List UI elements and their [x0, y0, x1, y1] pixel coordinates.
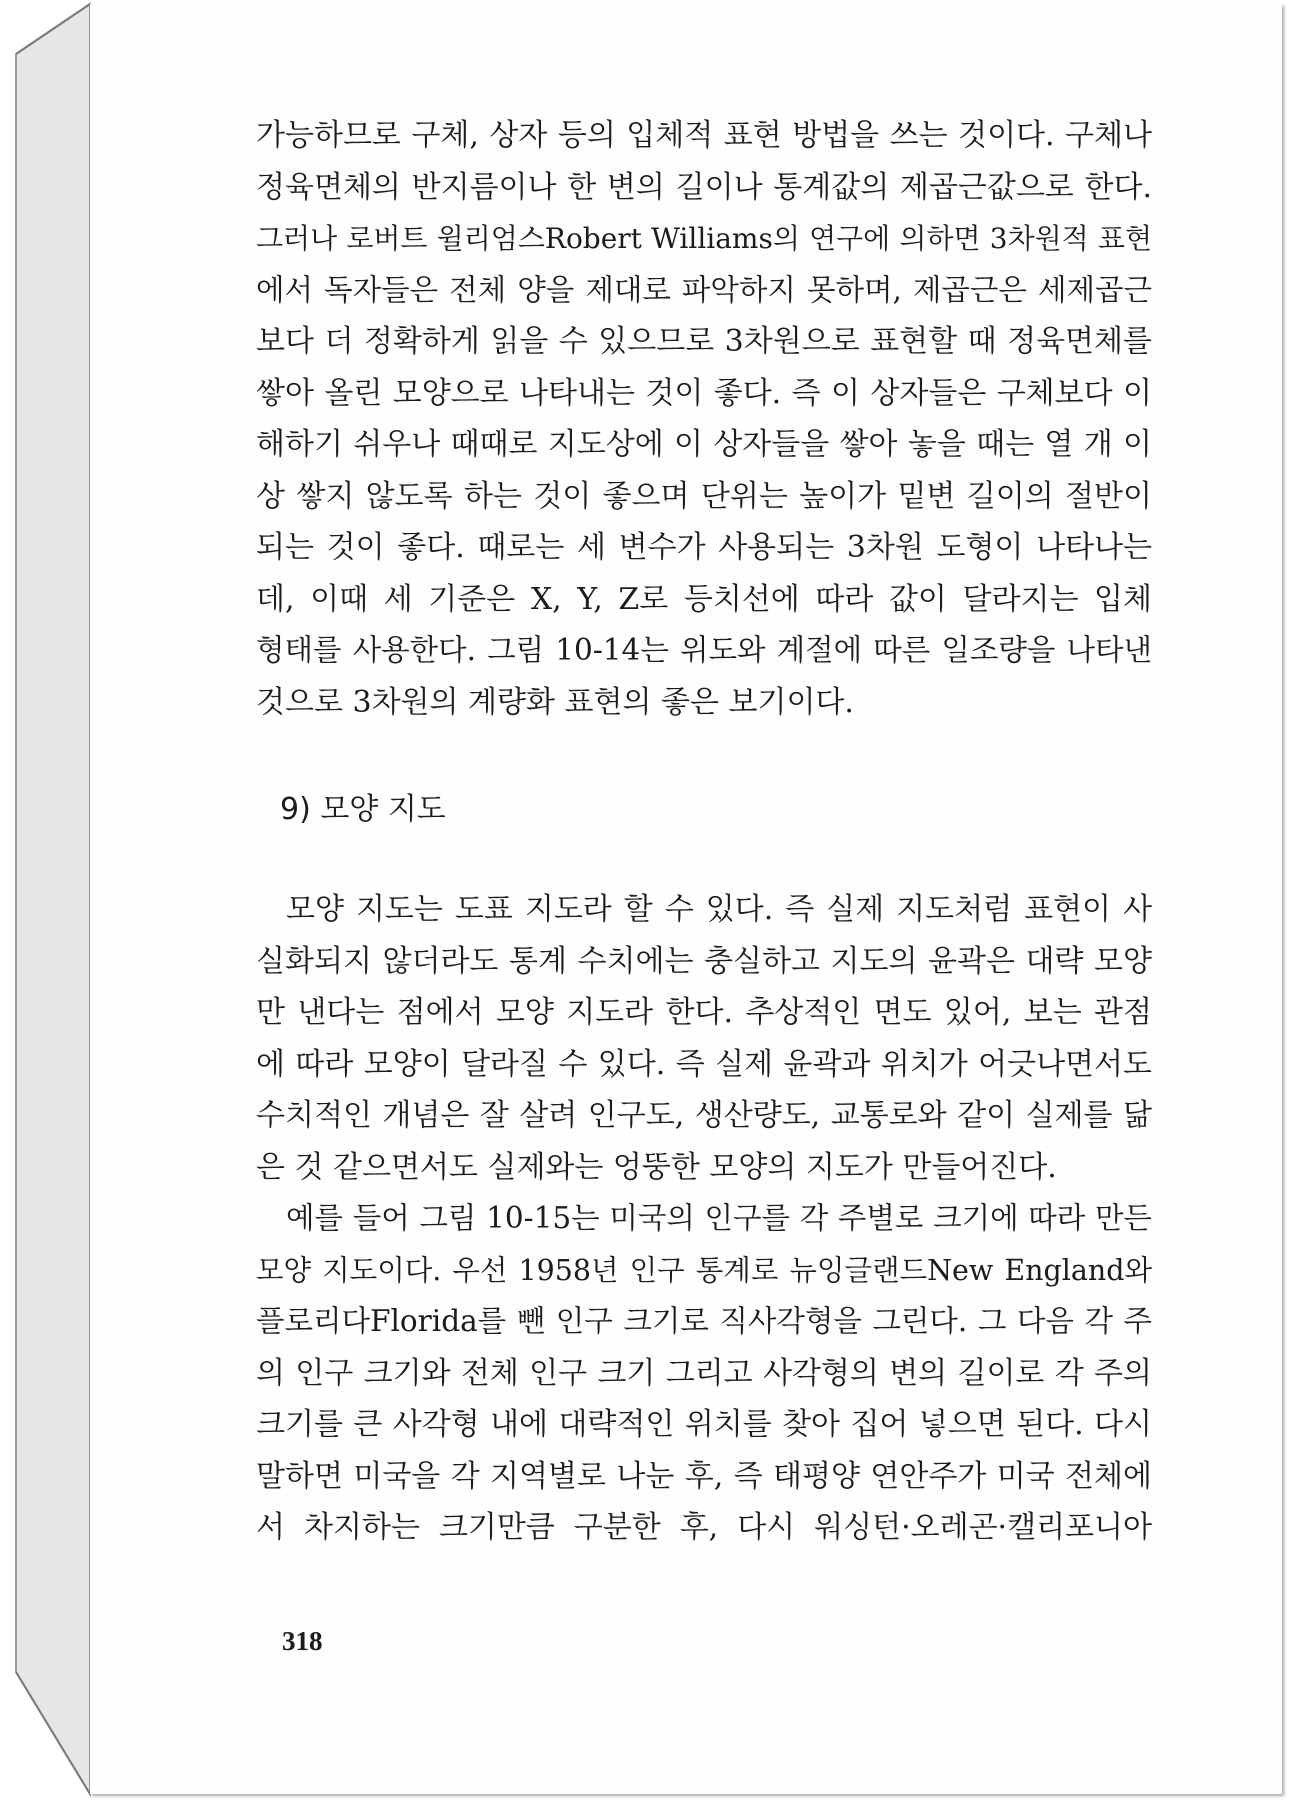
text-line: 가능하므로 구체, 상자 등의 입체적 표현 방법을 쓰는 것이다. 구체나	[256, 118, 1152, 153]
text-line: 정육면체의 반지름이나 한 변의 길이나 통계값의 제곱근값으로 한다.	[256, 169, 1152, 205]
text-line: 보다 더 정확하게 읽을 수 있으므로 3차원으로 표현할 때 정육면체를	[256, 324, 1152, 359]
text-line: 쌓아 올린 모양으로 나타내는 것이 좋다. 즉 이 상자들은 구체보다 이	[256, 375, 1152, 411]
page-number: 318	[282, 1626, 323, 1656]
text-line: 실화되지 않더라도 통계 수치에는 충실하고 지도의 윤곽은 대략 모양	[256, 943, 1152, 979]
text-line: 해하기 쉬우나 때때로 지도상에 이 상자들을 쌓아 놓을 때는 열 개 이	[256, 427, 1152, 462]
body-paragraphs-2-3	[256, 884, 1152, 1554]
text-line: 의 인구 크기와 전체 인구 크기 그리고 사각형의 변의 길이로 각 주의	[256, 1355, 1152, 1391]
text-line: 모양 지도는 도표 지도라 할 수 있다. 즉 실제 지도처럼 표현이 사	[286, 892, 1152, 927]
text-line: 예를 들어 그림 10-15는 미국의 인구를 각 주별로 크기에 따라 만든	[286, 1201, 1152, 1235]
text-line: 은 것 같으면서도 실제와는 엉뚱한 모양의 지도가 만들어진다.	[256, 1149, 1057, 1185]
text-line: 에서 독자들은 전체 양을 제대로 파악하지 못하며, 제곱근은 세제곱근	[256, 272, 1152, 307]
text-line: 데, 이때 세 기준은 X, Y, Z로 등치선에 따라 값이 달라지는 입체	[256, 581, 1152, 617]
text-line: 말하면 미국을 각 지역별로 나눈 후, 즉 태평양 연안주가 미국 전체에	[256, 1458, 1152, 1494]
body-paragraph-1	[256, 110, 1152, 728]
text-line: 만 낸다는 점에서 모양 지도라 한다. 추상적인 면도 있어, 보는 관점	[256, 995, 1152, 1030]
text-line: 그러나 로버트 윌리엄스Robert Williams의 연구에 의하면 3차원적 표현	[256, 222, 1152, 255]
text-line: 상 쌓지 않도록 하는 것이 좋으며 단위는 높이가 밑변 길이의 절반이	[256, 478, 1152, 514]
text-line: 크기를 큰 사각형 내에 대략적인 위치를 찾아 집어 넣으면 된다. 다시	[256, 1407, 1152, 1442]
text-line: 형태를 사용한다. 그림 10-14는 위도와 계절에 따른 일조량을 나타낸	[256, 633, 1152, 667]
text-line: 것으로 3차원의 계량화 표현의 좋은 보기이다.	[256, 684, 854, 720]
text-line: 되는 것이 좋다. 때로는 세 변수가 사용되는 3차원 도형이 나타나는	[256, 530, 1152, 565]
text-line: 서 차지하는 크기만큼 구분한 후, 다시 워싱턴·오레곤·캘리포니아	[256, 1510, 1152, 1545]
text-line: 에 따라 모양이 달라질 수 있다. 즉 실제 윤곽과 위치가 어긋나면서도	[256, 1046, 1152, 1082]
text-line: 플로리다Florida를 뺀 인구 크기로 직사각형을 그린다. 그 다음 각 주	[256, 1304, 1152, 1338]
section-heading: 9) 모양 지도	[280, 792, 446, 827]
text-line: 모양 지도이다. 우선 1958년 인구 통계로 뉴잉글랜드New England와	[256, 1253, 1152, 1287]
text-line: 수치적인 개념은 잘 살려 인구도, 생산량도, 교통로와 같이 실제를 닮	[256, 1098, 1152, 1133]
